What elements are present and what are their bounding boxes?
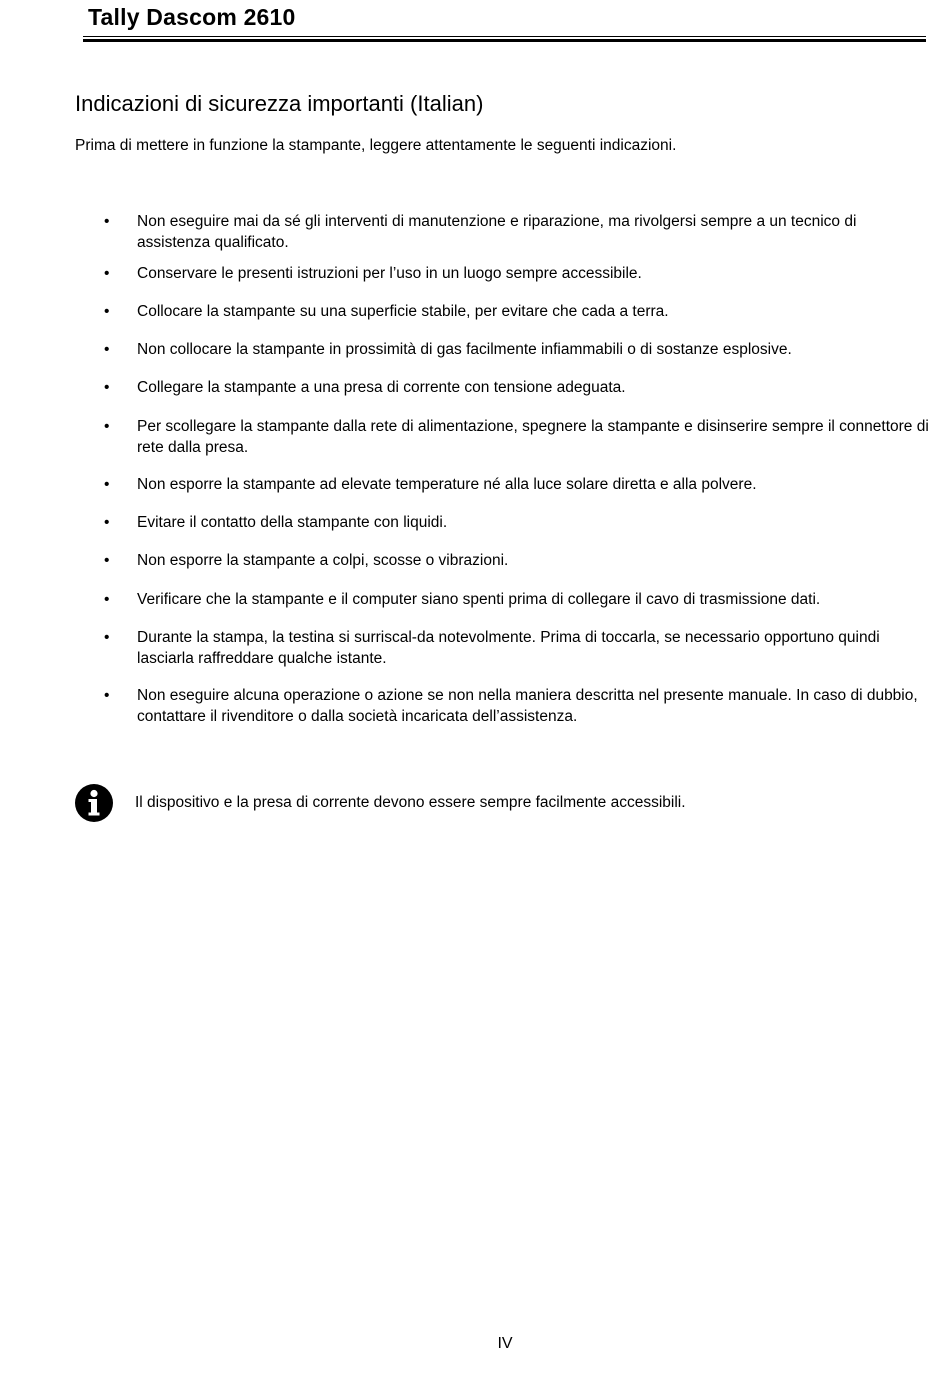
page-number: IV: [497, 1335, 513, 1352]
bullet-text: Non esporre la stampante a colpi, scosse o vibrazioni.: [137, 552, 509, 569]
bullet-marker: •: [104, 303, 110, 320]
bullet-marker: •: [104, 379, 110, 396]
bullet-marker: •: [104, 213, 110, 230]
bullet-text: Evitare il contatto della stampante con liquidi.: [137, 514, 448, 531]
intro-paragraph: Prima di mettere in funzione la stampante, leggere attentamente le seguenti indicazioni.: [75, 137, 677, 154]
bullet-text: Conservare le presenti istruzioni per l’uso in un luogo sempre accessibile.: [137, 265, 642, 282]
bullet-text: Collegare la stampante a una presa di corrente con tensione adeguata.: [137, 379, 626, 396]
bullet-text: Non eseguire alcuna operazione o azione se non nella maniera descritta nel presente manuale. In caso di dubbio, contattare il rivenditore o dalla società incaricata dell’assistenza.: [137, 687, 918, 725]
bullet-marker: •: [104, 552, 110, 569]
document-header-title: Tally Dascom 2610: [88, 4, 296, 30]
section-title: Indicazioni di sicurezza importanti (Italian): [75, 91, 484, 116]
bullet-text: Durante la stampa, la testina si surriscal-da notevolmente. Prima di toccarla, se necessario opportuno quindi lasciarla raffreddare qualche istante.: [137, 629, 880, 667]
bullet-marker: •: [104, 629, 110, 646]
bullet-text: Collocare la stampante su una superficie stabile, per evitare che cada a terra.: [137, 303, 669, 320]
bullet-marker: •: [104, 514, 110, 531]
info-icon: [75, 784, 113, 822]
header-rule-thin: [83, 36, 926, 37]
bullet-text: Non esporre la stampante ad elevate temperature né alla luce solare diretta e alla polvere.: [137, 476, 757, 493]
header-rule-thick: [83, 39, 926, 42]
bullet-text: Verificare che la stampante e il computer siano spenti prima di collegare il cavo di trasmissione dati.: [137, 591, 821, 608]
bullet-text: Non eseguire mai da sé gli interventi di manutenzione e riparazione, ma rivolgersi sempre a un tecnico di assistenza qualificato.: [137, 213, 857, 251]
bullet-marker: •: [104, 476, 110, 493]
bullet-text: Per scollegare la stampante dalla rete di alimentazione, spegnere la stampante e disinserire sempre il connettore di rete dalla presa.: [137, 418, 929, 456]
bullet-marker: •: [104, 687, 110, 704]
bullet-marker: •: [104, 418, 110, 435]
bullet-marker: •: [104, 341, 110, 358]
bullet-marker: •: [104, 265, 110, 282]
info-note-text: Il dispositivo e la presa di corrente devono essere sempre facilmente accessibili.: [135, 794, 686, 811]
bullet-marker: •: [104, 591, 110, 608]
bullet-text: Non collocare la stampante in prossimità di gas facilmente infiammabili o di sostanze esplosive.: [137, 341, 792, 358]
